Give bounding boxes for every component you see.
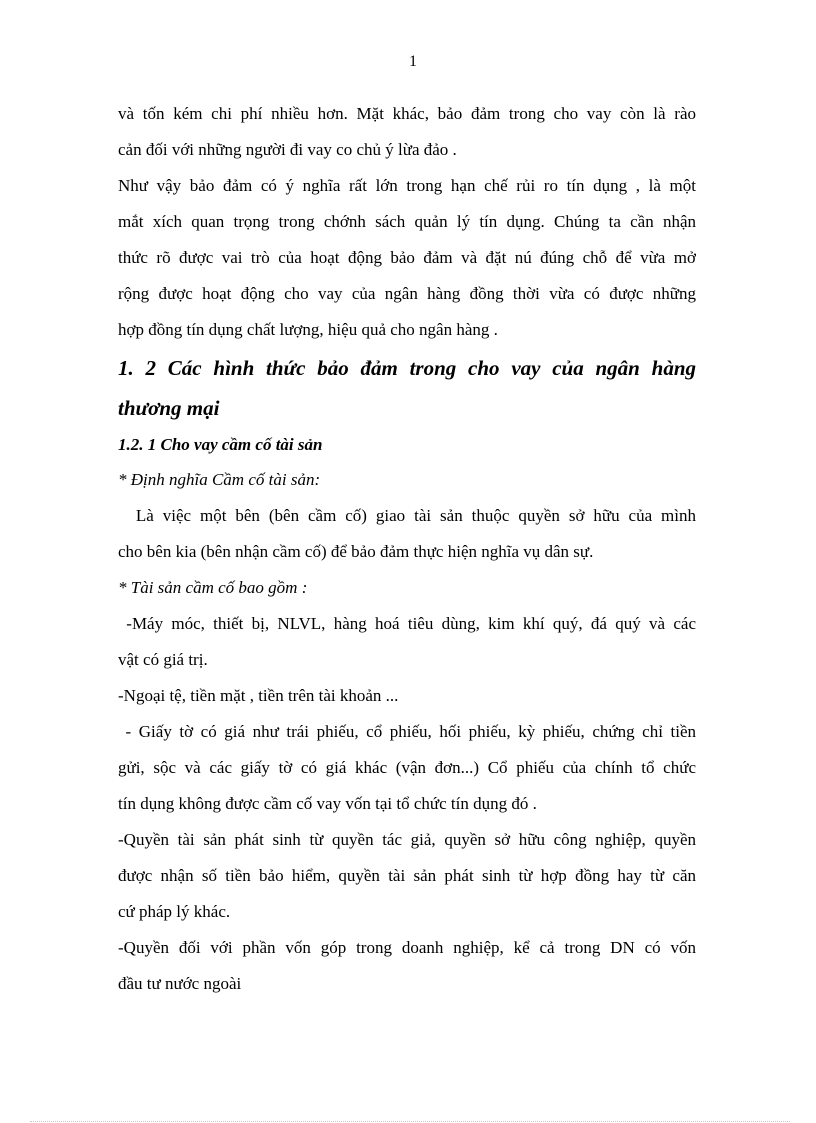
list-item-line: -Máy móc, thiết bị, NLVL, hàng hoá tiêu dùng, kim khí quý, đá quý và các	[118, 614, 696, 633]
subsection-heading: 1.2. 1 Cho vay cầm cố tài sản	[118, 435, 323, 454]
list-item-line: -Quyền tài sản phát sinh từ quyền tác giả, quyền sở hữu công nghiệp, quyền	[118, 830, 696, 849]
paragraph-line: rộng được hoạt động cho vay của ngân hàng đồng thời vừa có được những	[118, 284, 696, 303]
list-item-line: tín dụng không được cầm cố vay vốn tại tổ chức tín dụng đó .	[118, 794, 537, 813]
list-item-line: -Ngoại tệ, tiền mặt , tiền trên tài khoản ...	[118, 686, 399, 705]
document-body	[118, 96, 696, 1002]
paragraph-line: cho bên kia (bên nhận cầm cố) để bảo đảm thực hiện nghĩa vụ dân sự.	[118, 542, 594, 561]
paragraph-line: hợp đồng tín dụng chất lượng, hiệu quả cho ngân hàng .	[118, 320, 498, 339]
list-item-line: đầu tư nước ngoài	[118, 974, 242, 993]
page-footer-divider	[30, 1121, 790, 1122]
section-heading-continued: thương mại	[118, 396, 220, 420]
definition-label: * Định nghĩa Cầm cố tài sản:	[118, 470, 321, 489]
paragraph-line: và tốn kém chi phí nhiều hơn. Mặt khác, bảo đảm trong cho vay còn là rào	[118, 104, 696, 123]
page-number: 1	[409, 53, 417, 70]
paragraph-line: cản đối với những người đi vay co chủ ý lừa đảo .	[118, 140, 457, 159]
list-item-line: gửi, sộc và các giấy tờ có giá khác (vận đơn...) Cổ phiếu của chính tổ chức	[118, 758, 696, 777]
paragraph-line: Là việc một bên (bên cầm cố) giao tài sản thuộc quyền sở hữu của mình	[118, 506, 696, 525]
list-item-line: vật có giá trị.	[118, 650, 208, 669]
list-label: * Tài sản cầm cố bao gồm :	[118, 578, 308, 597]
paragraph-line: thức rõ được vai trò của hoạt động bảo đảm và đặt nú đúng chỗ để vừa mở	[118, 248, 696, 267]
list-item-line: - Giấy tờ có giá như trái phiếu, cổ phiếu, hối phiếu, kỳ phiếu, chứng chỉ tiền	[118, 722, 696, 741]
list-item-line: được nhận số tiền bảo hiểm, quyền tài sản phát sinh từ hợp đồng hay từ căn	[118, 866, 696, 885]
paragraph-line: Như vậy bảo đảm có ý nghĩa rất lớn trong hạn chế rủi ro tín dụng , là một	[118, 176, 696, 195]
paragraph-line: mắt xích quan trọng trong chớnh sách quản lý tín dụng. Chúng ta cần nhận	[118, 212, 696, 231]
list-item-line: -Quyền đối với phần vốn góp trong doanh nghiệp, kể cả trong DN có vốn	[118, 938, 696, 957]
section-heading: 1. 2 Các hình thức bảo đảm trong cho vay của ngân hàng	[118, 356, 696, 380]
list-item-line: cứ pháp lý khác.	[118, 902, 231, 921]
